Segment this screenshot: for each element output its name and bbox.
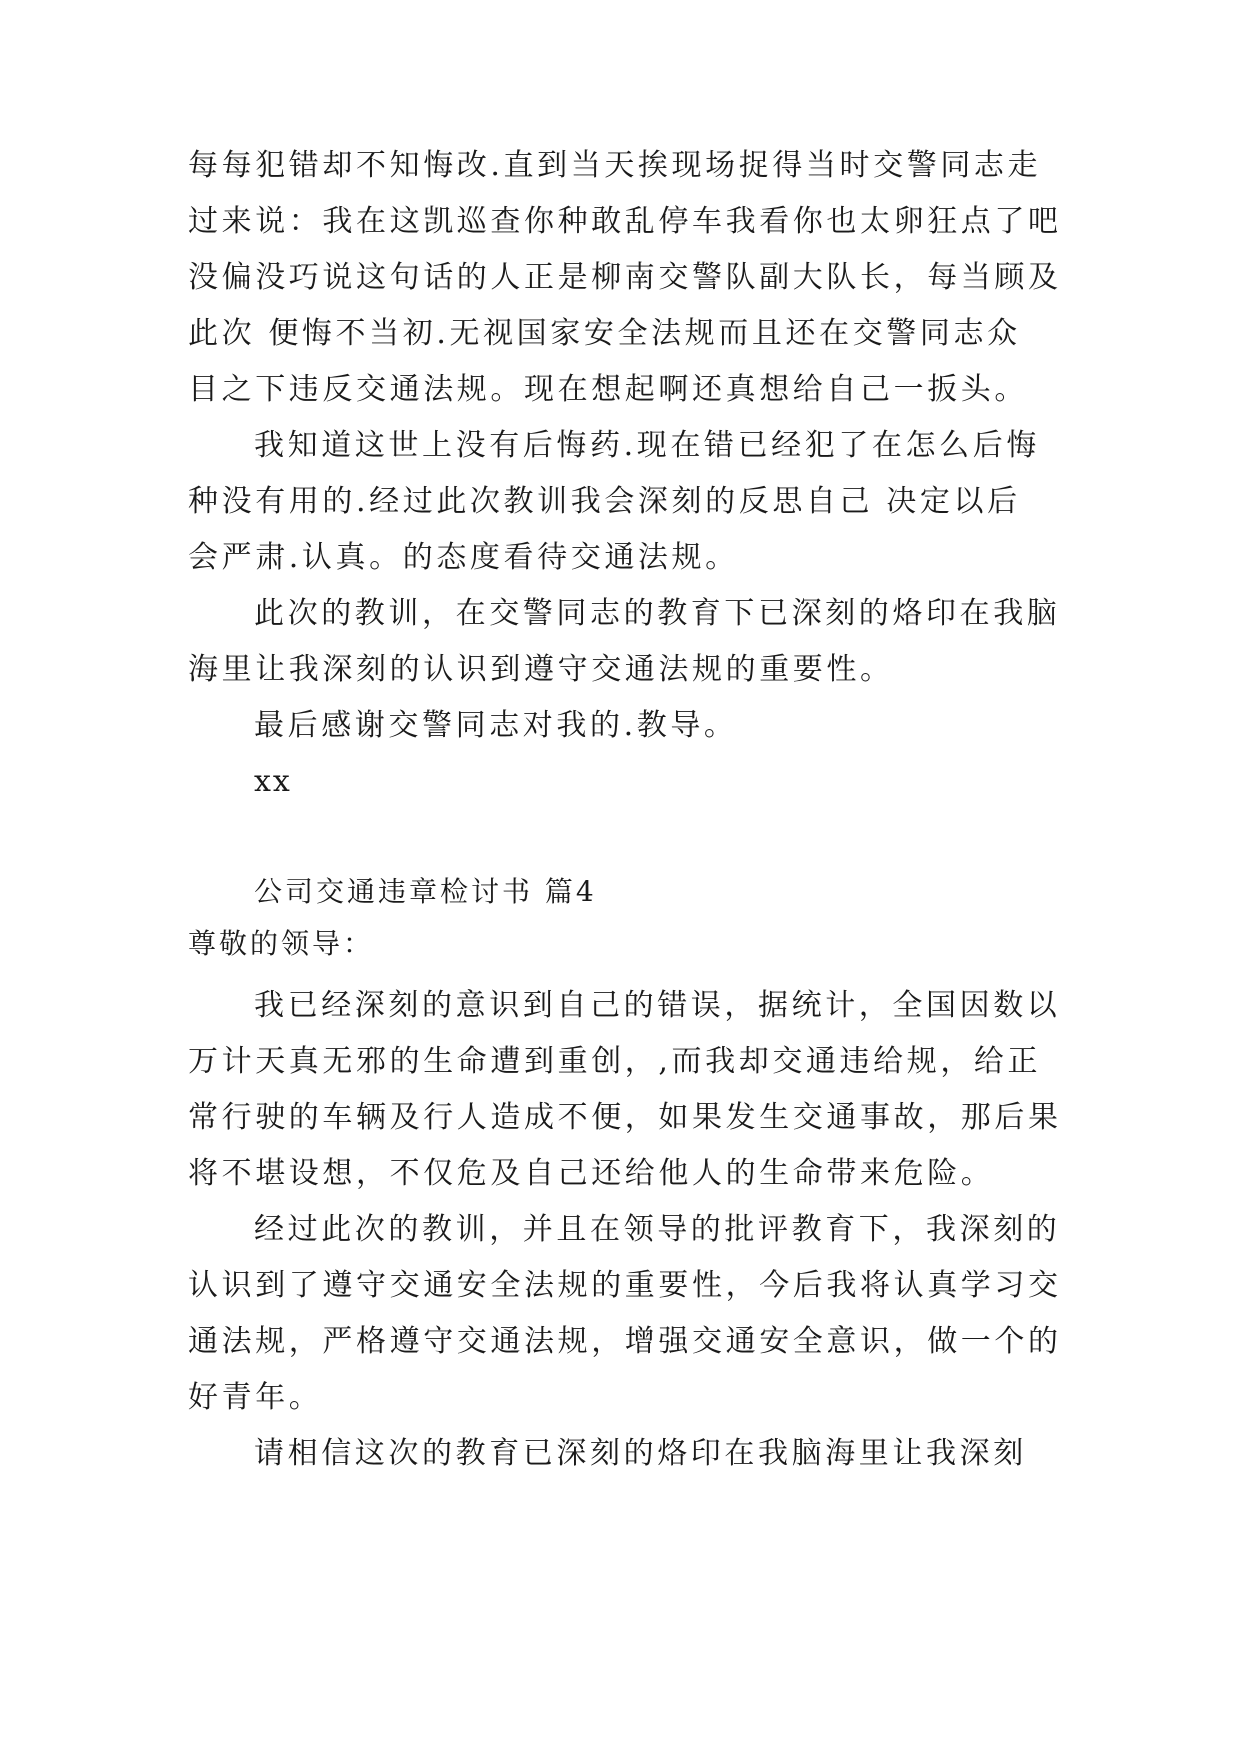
paragraph-2-line-1: 我知道这世上没有后悔药.现在错已经犯了在怎么后悔: [254, 428, 1040, 463]
paragraph-7-line-1: 请相信这次的教育已深刻的烙印在我脑海里让我深刻: [254, 1436, 1027, 1471]
paragraph-6-line-2: 认识到了遵守交通安全法规的重要性，今后我将认真学习交: [188, 1268, 1062, 1303]
paragraph-5-line-4: 将不堪设想，不仅危及自己还给他人的生命带来危险。: [188, 1156, 995, 1191]
paragraph-5-line-2: 万计天真无邪的生命遭到重创，,而我却交通违给规，给正: [188, 1044, 1042, 1079]
paragraph-6-line-1: 经过此次的教训，并且在领导的批评教育下，我深刻的: [254, 1212, 1061, 1247]
paragraph-5-line-3: 常行驶的车辆及行人造成不便，如果发生交通事故，那后果: [188, 1100, 1062, 1135]
paragraph-4-line-1: 最后感谢交警同志对我的.教导。: [254, 708, 738, 743]
paragraph-6-line-4: 好青年。: [188, 1380, 323, 1415]
salutation: 尊敬的领导：: [188, 927, 375, 960]
paragraph-2-line-3: 会严肃.认真。的态度看待交通法规。: [188, 540, 739, 575]
paragraph-5-line-1: 我已经深刻的意识到自己的错误，据统计，全国因数以: [254, 988, 1061, 1023]
signature: xx: [254, 764, 292, 799]
paragraph-2-line-2: 种没有用的.经过此次教训我会深刻的反思自己 决定以后: [188, 484, 1021, 519]
paragraph-1-line-1: 每每犯错却不知悔改.直到当天挨现场捉得当时交警同志走: [188, 148, 1042, 183]
paragraph-1-line-2: 过来说：我在这凯巡查你种敢乱停车我看你也太卵狂点了吧: [188, 204, 1062, 239]
paragraph-6-line-3: 通法规，严格遵守交通法规，增强交通安全意识，做一个的: [188, 1324, 1062, 1359]
paragraph-1-line-5: 目之下违反交通法规。现在想起啊还真想给自己一扳头。: [188, 372, 1028, 407]
paragraph-1-line-3: 没偏没巧说这句话的人正是柳南交警队副大队长，每当顾及: [188, 260, 1062, 295]
paragraph-3-line-1: 此次的教训，在交警同志的教育下已深刻的烙印在我脑: [254, 596, 1061, 631]
paragraph-3-line-2: 海里让我深刻的认识到遵守交通法规的重要性。: [188, 652, 894, 687]
paragraph-1-line-4: 此次 便悔不当初.无视国家安全法规而且还在交警同志众: [188, 316, 1021, 351]
section-heading: 公司交通违章检讨书 篇4: [254, 875, 597, 908]
